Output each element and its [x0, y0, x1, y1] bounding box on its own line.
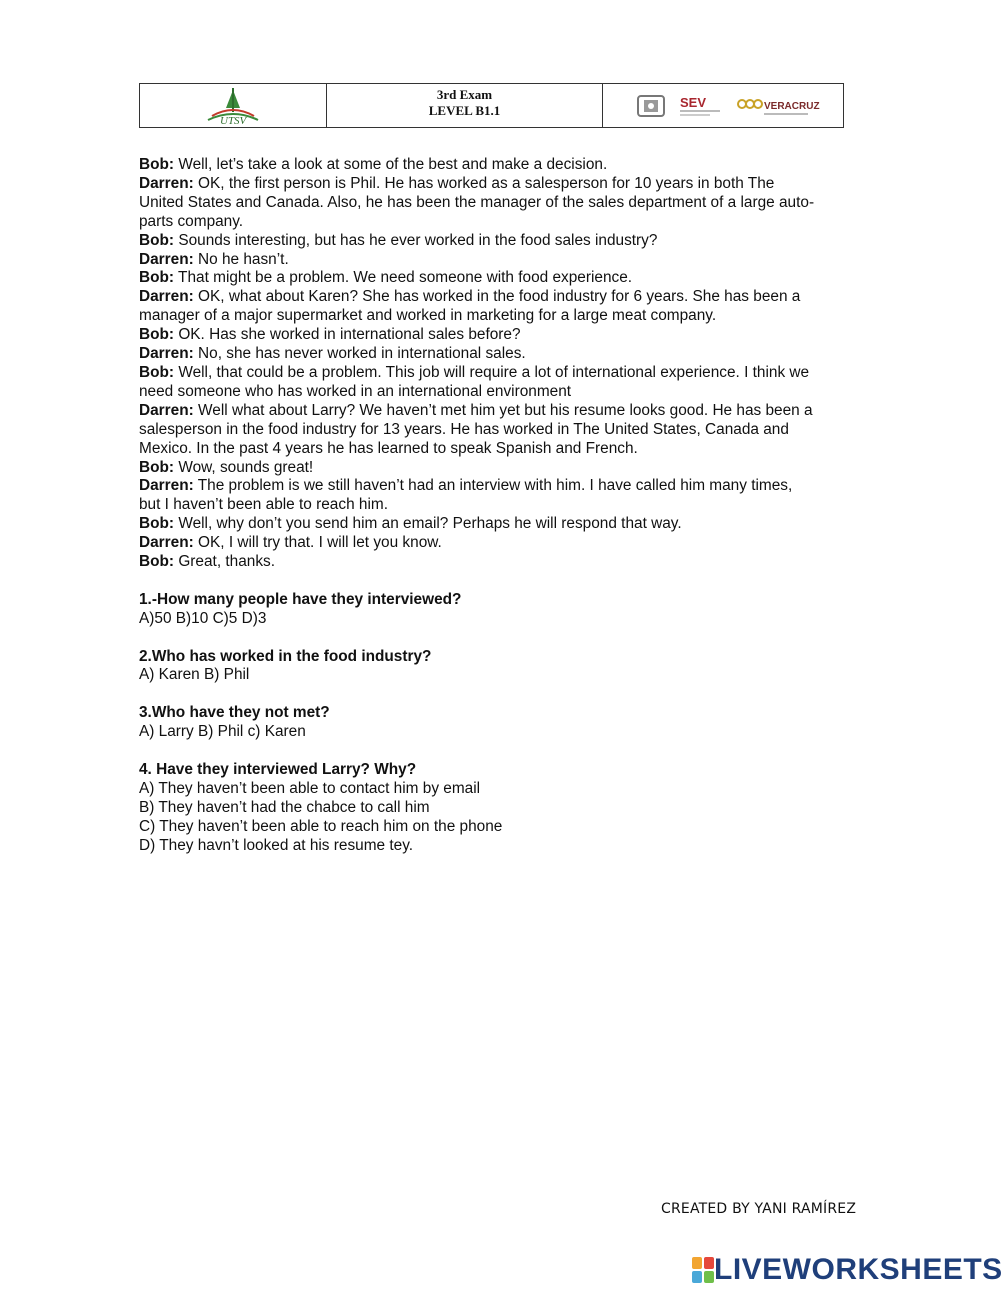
dialogue-text: Great, thanks. [174, 553, 275, 571]
dialogue-text: salesperson in the food industry for 13 years. He has worked in The United States, Canada and [139, 420, 789, 438]
svg-text:VERACRUZ: VERACRUZ [764, 100, 820, 112]
exam-level: LEVEL B1.1 [428, 103, 501, 118]
answer-options: A)50 B)10 C)5 D)3 [139, 609, 267, 627]
veracruz-logo [736, 94, 820, 118]
dialogue-text: Well what about Larry? We haven’t met him yet but his resume looks good. He has been a [193, 401, 813, 419]
dialogue-line [139, 175, 861, 194]
exam-header-table [139, 83, 844, 128]
dialogue-text: Mexico. In the past 4 years he has learned to speak Spanish and French. [139, 439, 638, 457]
dialogue-text: Well, why don’t you send him an email? Perhaps he will respond that way. [174, 515, 682, 533]
dialogue-line [139, 364, 861, 383]
speaker-name: Darren: [139, 174, 194, 192]
dialogue-line [139, 232, 861, 251]
answer-options: D) They havn’t looked at his resume tey. [139, 836, 414, 854]
sev-logo [678, 94, 726, 118]
speaker-name: Darren: [139, 250, 194, 268]
speaker-name: Bob: [139, 231, 175, 249]
dialogue-text: but I haven’t been able to reach him. [139, 496, 388, 514]
utsv-logo-cell [140, 84, 327, 127]
speaker-name: Bob: [139, 363, 175, 381]
dialogue-text: OK, the first person is Phil. He has worked as a salesperson for 10 years in both The [193, 174, 775, 192]
dialogue-text: need someone who has worked in an international environment [139, 382, 572, 400]
speaker-name: Darren: [139, 477, 194, 495]
dialogue-line [139, 515, 861, 534]
dialogue-text: Well, that could be a problem. This job will require a lot of international experience. I think we [174, 363, 810, 381]
dialogue-transcript [139, 156, 861, 572]
author-credit: CREATED BY YANI RAMÍREZ [661, 1201, 857, 1217]
answer-options: A) Karen B) Phil [139, 666, 250, 684]
liveworksheets-brand [692, 1255, 1003, 1285]
dialogue-text: manager of a major supermarket and worked in marketing for a large meat company. [139, 307, 717, 325]
answer-options: C) They haven’t been able to reach him on the phone [139, 817, 503, 835]
question-text: 3.Who have they not met? [139, 704, 330, 722]
dialogue-line [139, 534, 861, 553]
dialogue-line [139, 251, 861, 270]
dialogue-text: OK. Has she worked in international sales before? [174, 326, 521, 344]
speaker-name: Bob: [139, 553, 175, 571]
speaker-name: Darren: [139, 345, 194, 363]
question-text: 1.-How many people have they interviewed? [139, 590, 462, 608]
dialogue-line [139, 477, 861, 496]
dialogue-text: Wow, sounds great! [174, 458, 314, 476]
answer-options: A) Larry B) Phil c) Karen [139, 723, 306, 741]
dialogue-line [139, 440, 861, 459]
dialogue-line [139, 213, 861, 232]
answer-options: A) They haven’t been able to contact him by email [139, 779, 481, 797]
dialogue-line [139, 345, 861, 364]
svg-text:SEV: SEV [680, 94, 707, 110]
speaker-name: Bob: [139, 269, 175, 287]
question-text: 4. Have they interviewed Larry? Why? [139, 760, 417, 778]
svg-text:UTSV: UTSV [220, 114, 247, 127]
question-list [139, 591, 861, 856]
dialogue-line [139, 156, 861, 175]
dialogue-text: United States and Canada. Also, he has been the manager of the sales department of a large auto- [139, 193, 815, 211]
dialogue-line [139, 194, 861, 213]
dialogue-text: OK, what about Karen? She has worked in the food industry for 6 years. She has been a [193, 288, 801, 306]
liveworksheets-wordmark: LIVEWORKSHEETS [714, 1253, 1003, 1286]
utsv-logo [198, 86, 268, 126]
dialogue-line [139, 459, 861, 478]
dialogue-text: No he hasn’t. [193, 250, 289, 268]
dialogue-text: parts company. [139, 212, 244, 230]
speaker-name: Darren: [139, 288, 194, 306]
dialogue-line [139, 496, 861, 515]
question-text: 2.Who has worked in the food industry? [139, 647, 432, 665]
speaker-name: Bob: [139, 458, 175, 476]
speaker-name: Darren: [139, 534, 194, 552]
speaker-name: Bob: [139, 515, 175, 533]
dialogue-line [139, 269, 861, 288]
dialogue-text: That might be a problem. We need someone with food experience. [174, 269, 633, 287]
dialogue-text: Well, let’s take a look at some of the best and make a decision. [174, 156, 608, 173]
dialogue-line [139, 288, 861, 307]
exam-content [139, 156, 861, 855]
dialogue-line [139, 307, 861, 326]
dialogue-line [139, 326, 861, 345]
exam-title: 3rd Exam [436, 87, 493, 102]
speaker-name: Bob: [139, 326, 175, 344]
speaker-name: Bob: [139, 156, 175, 173]
dialogue-line [139, 421, 861, 440]
dialogue-text: The problem is we still haven’t had an interview with him. I have called him many times, [193, 477, 793, 495]
dialogue-text: Sounds interesting, but has he ever worked in the food sales industry? [174, 231, 658, 249]
dialogue-text: OK, I will try that. I will let you know. [193, 534, 442, 552]
dialogue-line [139, 553, 861, 572]
exam-title-cell [327, 84, 603, 127]
speaker-name: Darren: [139, 401, 194, 419]
liveworksheets-icon [692, 1257, 714, 1283]
government-logos-cell [603, 84, 843, 127]
dialogue-line [139, 402, 861, 421]
dialogue-line [139, 383, 861, 402]
coat-of-arms-icon [634, 94, 668, 118]
answer-options: B) They haven’t had the chabce to call him [139, 798, 430, 816]
dialogue-text: No, she has never worked in international sales. [193, 345, 526, 363]
